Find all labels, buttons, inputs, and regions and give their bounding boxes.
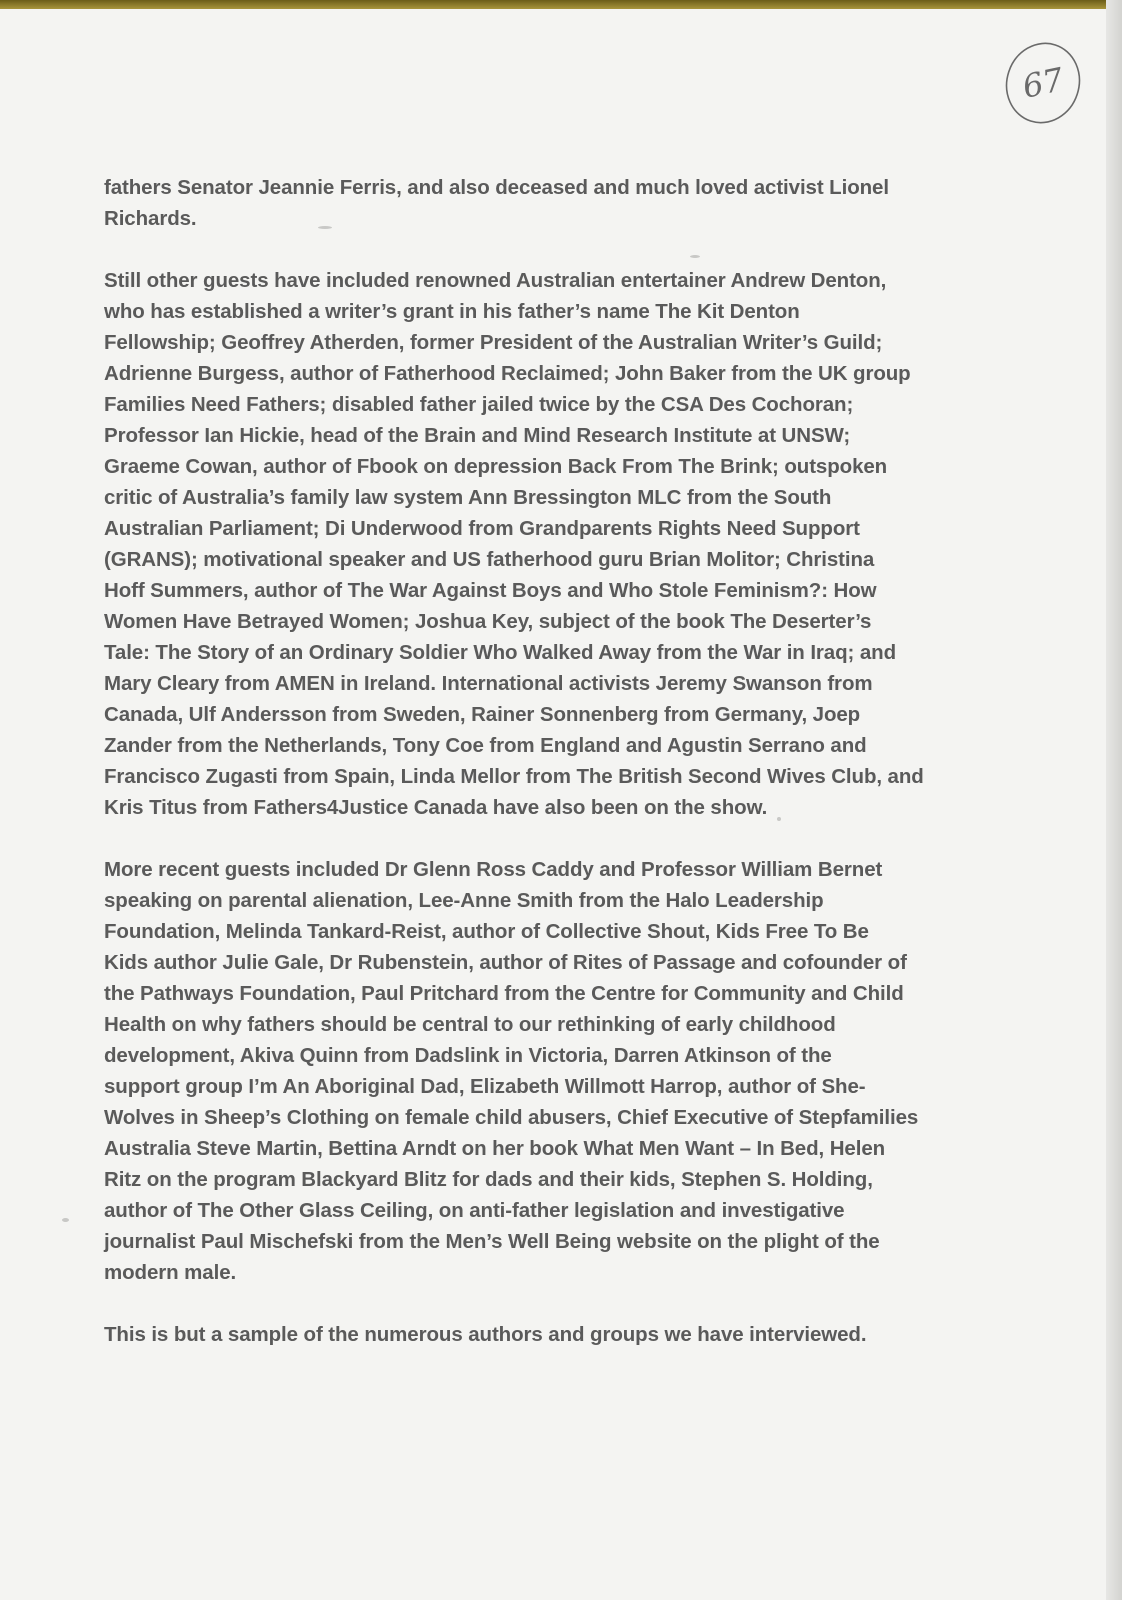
text-line: development, Akiva Quinn from Dadslink in Victoria, Darren Atkinson of the: [104, 1044, 832, 1067]
paragraph: [104, 854, 1004, 1288]
text-line: Wolves in Sheep’s Clothing on female child abusers, Chief Executive of Stepfamilies: [104, 1106, 919, 1129]
text-line: This is but a sample of the numerous authors and groups we have interviewed.: [104, 1323, 867, 1346]
text-line: modern male.: [104, 1261, 237, 1284]
text-line: fathers Senator Jeannie Ferris, and also deceased and much loved activist Lionel: [104, 176, 889, 199]
text-line: Ritz on the program Blackyard Blitz for dads and their kids, Stephen S. Holding,: [104, 1168, 873, 1191]
text-line: Hoff Summers, author of The War Against Boys and Who Stole Feminism?: How: [104, 579, 877, 602]
text-line: Canada, Ulf Andersson from Sweden, Rainer Sonnenberg from Germany, Joep: [104, 703, 861, 726]
circled-page-number: [1000, 40, 1086, 126]
page-number-text: 67: [1019, 60, 1067, 106]
text-line: Still other guests have included renowned Australian entertainer Andrew Denton,: [104, 269, 887, 292]
text-line: Richards.: [104, 207, 197, 230]
paragraph: [104, 1319, 1004, 1350]
scan-speck: [62, 1218, 69, 1222]
text-line: author of The Other Glass Ceiling, on anti-father legislation and investigative: [104, 1199, 845, 1222]
text-line: Professor Ian Hickie, head of the Brain and Mind Research Institute at UNSW;: [104, 424, 851, 447]
scan-right-edge: [1106, 0, 1122, 1600]
text-line: Families Need Fathers; disabled father jailed twice by the CSA Des Cochoran;: [104, 393, 854, 416]
handwritten-page-number: [1000, 40, 1086, 126]
paragraph: [104, 265, 1004, 823]
text-line: Francisco Zugasti from Spain, Linda Mellor from The British Second Wives Club, and: [104, 765, 924, 788]
text-line: Kids author Julie Gale, Dr Rubenstein, author of Rites of Passage and cofounder of: [104, 951, 907, 974]
text-line: speaking on parental alienation, Lee-Anne Smith from the Halo Leadership: [104, 889, 824, 912]
text-line: Australian Parliament; Di Underwood from Grandparents Rights Need Support: [104, 517, 860, 540]
text-line: journalist Paul Mischefski from the Men’s Well Being website on the plight of the: [104, 1230, 880, 1253]
text-line: Fellowship; Geoffrey Atherden, former President of the Australian Writer’s Guild;: [104, 331, 883, 354]
text-line: (GRANS); motivational speaker and US fatherhood guru Brian Molitor; Christina: [104, 548, 875, 571]
text-line: Tale: The Story of an Ordinary Soldier Who Walked Away from the War in Iraq; and: [104, 641, 896, 664]
text-line: critic of Australia’s family law system Ann Bressington MLC from the South: [104, 486, 832, 509]
text-line: the Pathways Foundation, Paul Pritchard from the Centre for Community and Child: [104, 982, 904, 1005]
text-line: Australia Steve Martin, Bettina Arndt on her book What Men Want – In Bed, Helen: [104, 1137, 886, 1160]
text-line: Zander from the Netherlands, Tony Coe from England and Agustin Serrano and: [104, 734, 867, 757]
text-line: More recent guests included Dr Glenn Ross Caddy and Professor William Bernet: [104, 858, 883, 881]
text-line: support group I’m An Aboriginal Dad, Elizabeth Willmott Harrop, author of She-: [104, 1075, 866, 1098]
text-line: Health on why fathers should be central to our rethinking of early childhood: [104, 1013, 836, 1036]
document-body: [104, 172, 1004, 1381]
text-line: who has established a writer’s grant in his father’s name The Kit Denton: [104, 300, 800, 323]
text-line: Kris Titus from Fathers4Justice Canada have also been on the show.: [104, 796, 768, 819]
text-line: Graeme Cowan, author of Fbook on depression Back From The Brink; outspoken: [104, 455, 888, 478]
paragraph: [104, 172, 1004, 234]
text-line: Mary Cleary from AMEN in Ireland. International activists Jeremy Swanson from: [104, 672, 873, 695]
text-line: Adrienne Burgess, author of Fatherhood Reclaimed; John Baker from the UK group: [104, 362, 911, 385]
text-line: Women Have Betrayed Women; Joshua Key, subject of the book The Deserter’s: [104, 610, 872, 633]
scan-top-edge: [0, 0, 1122, 9]
text-line: Foundation, Melinda Tankard-Reist, author of Collective Shout, Kids Free To Be: [104, 920, 869, 943]
